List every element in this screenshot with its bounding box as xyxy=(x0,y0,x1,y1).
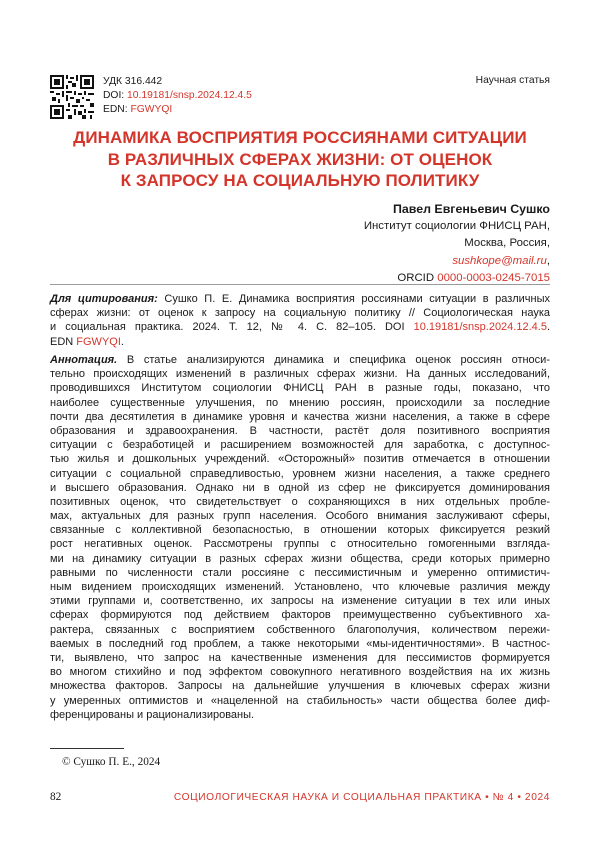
section-divider xyxy=(50,284,550,285)
abstract-line: тью жилья и дошкольных учреждений. «Осторожный» позитив отмечается в отношении xyxy=(50,453,550,466)
orcid-label: ORCID xyxy=(397,271,438,284)
abstract-line: ти, выявлено, что запрос на качественные изменения для пессимистов формируется xyxy=(50,651,550,664)
article-metadata xyxy=(103,75,252,118)
article-title xyxy=(50,127,550,192)
abstract-line: рактера, связанных с восприятием собственного благополучия, количеством пережи- xyxy=(50,623,550,636)
author-institute: Институт социологии ФНИСЦ РАН, xyxy=(363,220,550,233)
doi-label: DOI: xyxy=(103,90,128,102)
abstract-line: ференцированы и рационализированы. xyxy=(50,708,255,721)
qr-code-icon xyxy=(50,75,94,119)
citation-line: сферах жизни: от оценок к запросу на социальную политику // Социологическая наука xyxy=(50,307,550,320)
abstract-line: позитивных оценок, что свидетельствует о сохраняющихся в них отдельных пробле- xyxy=(50,495,550,508)
title-line: К ЗАПРОСУ НА СОЦИАЛЬНУЮ ПОЛИТИКУ xyxy=(120,171,480,190)
citation-line xyxy=(50,292,550,306)
author-email[interactable]: sushkope@mail.ru xyxy=(452,254,547,267)
abstract-text: В статье анализируются динамика и специфика оценок россиян относи- xyxy=(117,354,550,366)
author-city: Москва, Россия, xyxy=(464,237,550,250)
citation-text: . xyxy=(546,321,550,334)
abstract-label: Аннотация. xyxy=(50,354,118,366)
abstract-line: ным видением происходящих изменений. Установлено, что ключевые различия между xyxy=(50,581,550,593)
edn-label: EDN: xyxy=(103,104,131,116)
abstract-line: образования и здравоохранения. В частности, растёт доля позитивного восприятия xyxy=(50,424,550,437)
abstract-block xyxy=(50,353,550,722)
abstract-line: множества факторов. Запросы на дальнейшие улучшения в ключевых сферах жизни xyxy=(50,680,550,693)
citation-line xyxy=(50,335,550,349)
abstract-line: и высшего образования. Однако ни в одной из сфер не фиксируется доминирования xyxy=(50,481,550,494)
abstract-line: почти два десятилетия в динамике уровня и качества жизни населения, а также в сфере xyxy=(50,410,550,423)
title-line: В РАЗЛИЧНЫХ СФЕРАХ ЖИЗНИ: ОТ ОЦЕНОК xyxy=(107,149,493,169)
citation-text: . xyxy=(120,335,124,348)
udk-code: УДК 316.442 xyxy=(103,76,163,87)
abstract-line: ситуации с социальной справедливостью, уровнем жизни населения, а также среднего xyxy=(50,467,550,480)
abstract-line: ми на динамику ситуации в разных сферах жизни общества, среди которых примерно xyxy=(50,552,550,565)
abstract-line: этими группами и, соответственно, их запросы на изменение ситуации в тех или иных xyxy=(50,595,550,608)
citation-doi-link[interactable]: 10.19181/snsp.2024.12.4.5 xyxy=(413,321,547,334)
author-email-line xyxy=(364,253,550,270)
abstract-line: у умеренных оптимистов и «нацеленной на стабильность» части общества более диф- xyxy=(50,694,550,707)
abstract-line xyxy=(50,353,550,367)
citation-text: EDN xyxy=(50,335,77,348)
copyright-notice: © Сушко П. Е., 2024 xyxy=(62,756,161,768)
edn-link[interactable]: FGWYQI xyxy=(130,104,173,116)
abstract-line: связанные с коллективной безопасностью, в отношении которых фиксируется резкий xyxy=(50,524,550,537)
doi-link[interactable]: 10.19181/snsp.2024.12.4.5 xyxy=(127,90,252,102)
abstract-line: во многом стихийно и под эффектом совокупного негативного воздействия на их жизнь xyxy=(50,666,550,679)
abstract-line: равными по численности стали россияне с пессимистичным и умеренно оптимистич- xyxy=(50,566,550,579)
abstract-line: ваемых в последний год проблем, а также некоторыми «мы-идентичностями». В частнос- xyxy=(50,637,550,650)
citation-edn-link[interactable]: FGWYQI xyxy=(76,335,121,348)
journal-running-footer: СОЦИОЛОГИЧЕСКАЯ НАУКА И СОЦИАЛЬНАЯ ПРАКТИКА • № 4 • 2024 xyxy=(173,792,550,803)
citation-label: Для цитирования: xyxy=(50,293,158,305)
abstract-line: сферах формируются под действием факторов преимущественно субъективного ха- xyxy=(50,609,550,622)
citation-text: и социальная практика. 2024. Т. 12, № 4. С. 82–105. DOI xyxy=(50,321,414,334)
abstract-line: ситуации с безработицей и расширением возможностей для заработка, с доступнос- xyxy=(50,439,550,452)
doi-line xyxy=(103,89,252,103)
abstract-line: проводившихся Институтом социологии ФНИСЦ РАН в разные годы, показано, что xyxy=(50,382,550,395)
abstract-line: мах, актуальных для разных групп населения. Особого внимания заслуживают сферы, xyxy=(50,510,550,523)
citation-block xyxy=(50,292,550,349)
abstract-line: рост негативных оценок. Рассмотрены группы с относительно гомогенными взгляда- xyxy=(50,538,550,551)
abstract-line: наиболее существенные улучшения, по мнению россиян, происходили за последние xyxy=(50,396,550,409)
article-type: Научная статья xyxy=(475,75,550,86)
author-name: Павел Евгеньевич Сушко xyxy=(392,202,550,216)
author-block xyxy=(364,201,550,287)
footnote-divider xyxy=(50,748,124,749)
title-line: ДИНАМИКА ВОСПРИЯТИЯ РОССИЯНАМИ СИТУАЦИИ xyxy=(73,128,527,147)
orcid-link[interactable]: 0000-0003-0245-7015 xyxy=(437,271,550,284)
edn-line xyxy=(103,103,252,117)
page-number: 82 xyxy=(50,791,62,803)
abstract-line: тельно происходящих изменений в различных сферах жизни. На данных исследований, xyxy=(50,368,550,381)
email-suffix: , xyxy=(546,254,550,267)
citation-line xyxy=(50,320,550,334)
citation-text: Сушко П. Е. Динамика восприятия россиянами ситуации в различных xyxy=(157,293,550,305)
